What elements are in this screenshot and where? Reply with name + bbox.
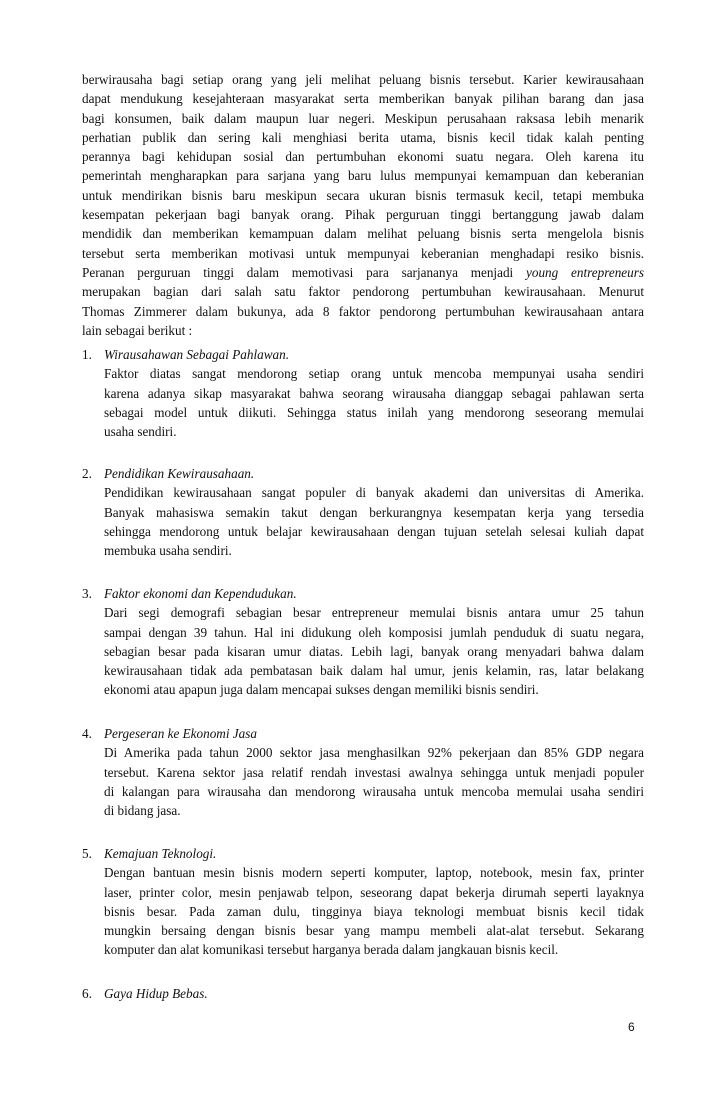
list-item xyxy=(82,464,644,560)
intro-line xyxy=(82,263,644,282)
intro-line: dapat mendukung kesejahteraan masyarakat serta memberikan banyak pilihan barang dan jasa xyxy=(82,91,644,107)
item-title: Faktor ekonomi dan Kependudukan. xyxy=(104,586,297,601)
intro-line: perannya bagi kehidupan sosial dan pertumbuhan ekonomi suatu negara. Oleh karena itu xyxy=(82,149,644,165)
item-line: sampai dengan 39 tahun. Hal ini didukung oleh komposisi jumlah penduduk di suatu negara, xyxy=(104,624,644,640)
intro-line: mendidik dan memberikan kemampuan dalam melihat peluang bisnis serta mengelola bisnis xyxy=(82,226,644,242)
intro-line: perhatian publik dan sering kali menghiasi berita utama, bisnis kecil tidak kalah penting xyxy=(82,129,644,145)
list-item xyxy=(82,724,644,820)
item-body xyxy=(82,483,644,560)
item-number: 3. xyxy=(82,586,92,601)
item-line: Banyak mahasiswa semakin takut dengan berkurangnya kesempatan kerja yang tersedia xyxy=(104,504,644,520)
item-line: Pendidikan kewirausahaan sangat populer di banyak akademi dan universitas di Amerika. xyxy=(104,485,644,501)
list-item xyxy=(82,844,644,960)
item-line: di bidang jasa. xyxy=(104,803,181,819)
intro-line: kesempatan pekerjaan bagi banyak orang. Pihak perguruan tinggi bertanggung jawab dalam xyxy=(82,207,644,223)
item-number: 2. xyxy=(82,466,92,481)
item-heading xyxy=(82,345,644,364)
item-body xyxy=(82,603,644,699)
emphasis-term: young entrepreneurs xyxy=(526,264,645,280)
item-number: 5. xyxy=(82,846,92,861)
intro-line: berwirausaha bagi setiap orang yang jeli melihat peluang bisnis tersebut. Karier kewirausahaan xyxy=(82,72,644,87)
item-body xyxy=(82,364,644,441)
page-number: 6 xyxy=(628,1020,635,1034)
item-title: Kemajuan Teknologi. xyxy=(104,846,217,861)
item-title: Pendidikan Kewirausahaan. xyxy=(104,466,255,481)
item-line: usaha sendiri. xyxy=(104,424,177,440)
item-line: laser, printer color, mesin penjawab telpon, seseorang dapat bekerja dirumah seperti layaknya xyxy=(104,884,644,900)
item-title: Pergeseran ke Ekonomi Jasa xyxy=(104,726,257,741)
intro-line: untuk mendirikan bisnis baru meskipun secara ukuran bisnis termasuk kecil, tetapi membuka xyxy=(82,187,644,203)
intro-line: lain sebagai berikut : xyxy=(82,322,193,338)
item-number: 4. xyxy=(82,726,92,741)
item-line: bisnis besar. Pada zaman dulu, tingginya biaya teknologi membuat bisnis kecil tidak xyxy=(104,903,644,919)
item-line: sebagian besar pada kisaran umur diatas. Lebih lagi, banyak orang menyadari bahwa dalam xyxy=(104,643,644,659)
item-line: sehingga mendorong untuk belajar kewirausahaan dengan tujuan setelah selesai kuliah dapat xyxy=(104,523,644,539)
item-heading xyxy=(82,724,644,743)
item-line: karena adanya sikap masyarakat bahwa seorang wirausaha dianggap sebagai pahlawan serta xyxy=(104,385,644,401)
intro-line: bagi konsumen, baik dalam maupun luar negeri. Meskipun perusahaan raksasa lebih menarik xyxy=(82,110,644,126)
item-heading xyxy=(82,984,644,1003)
item-title: Gaya Hidup Bebas. xyxy=(104,986,208,1001)
item-line: komputer dan alat komunikasi tersebut harganya berada dalam jangkauan bisnis kecil. xyxy=(104,942,559,958)
item-line: Faktor diatas sangat mendorong setiap orang untuk mencoba mempunyai usaha sendiri xyxy=(104,366,644,382)
intro-paragraph xyxy=(82,70,644,340)
item-body xyxy=(82,743,644,820)
item-body xyxy=(82,863,644,959)
item-line: sebagai model untuk diikuti. Sehingga status inilah yang mendorong seseorang memulai xyxy=(104,404,644,420)
item-title: Wirausahawan Sebagai Pahlawan. xyxy=(104,347,289,362)
item-line: di kalangan para wirausaha dan mendorong wirausaha untuk mencoba memulai usaha sendiri xyxy=(104,783,644,799)
intro-line: tersebut serta memberikan motivasi untuk mempunyai keberanian menghadapi resiko bisnis. xyxy=(82,245,644,261)
item-heading xyxy=(82,464,644,483)
item-line: Di Amerika pada tahun 2000 sektor jasa menghasilkan 92% pekerjaan dan 85% GDP negara xyxy=(104,745,644,761)
list-item xyxy=(82,584,644,700)
item-line: Dari segi demografi sebagian besar entrepreneur memulai bisnis antara umur 25 tahun xyxy=(104,605,644,621)
list-item xyxy=(82,984,644,1003)
item-line: membuka usaha sendiri. xyxy=(104,543,232,559)
list-item xyxy=(82,345,644,441)
item-line: kewirausahaan tidak ada pembatasan baik dalam hal umur, jenis kelamin, ras, latar belakang xyxy=(104,663,644,679)
intro-line: pemerintah mengharapkan para sarjana yang baru lulus mempunyai kemampuan dan keberanian xyxy=(82,168,644,184)
item-line: tersebut. Karena sektor jasa relatif rendah investasi awalnya sehingga untuk menjadi populer xyxy=(104,764,644,780)
intro-line-text: Peranan perguruan tinggi dalam memotivasi para sarjananya menjadi xyxy=(82,264,514,280)
item-line: Dengan bantuan mesin bisnis modern seperti komputer, laptop, notebook, mesin fax, printer xyxy=(104,865,644,881)
intro-line: merupakan bagian dari salah satu faktor pendorong pertumbuhan kewirausahaan. Menurut xyxy=(82,284,644,300)
item-number: 6. xyxy=(82,986,92,1001)
item-heading xyxy=(82,584,644,603)
item-heading xyxy=(82,844,644,863)
item-line: ekonomi atau apapun juga dalam mencapai sukses dengan memiliki bisnis sendiri. xyxy=(104,682,539,698)
intro-line: Thomas Zimmerer dalam bukunya, ada 8 faktor pendorong pertumbuhan kewirausahaan antara xyxy=(82,303,644,319)
item-line: mungkin bersaing dengan bisnis besar yang mampu membeli alat-alat tersebut. Sekarang xyxy=(104,923,644,939)
item-number: 1. xyxy=(82,347,92,362)
